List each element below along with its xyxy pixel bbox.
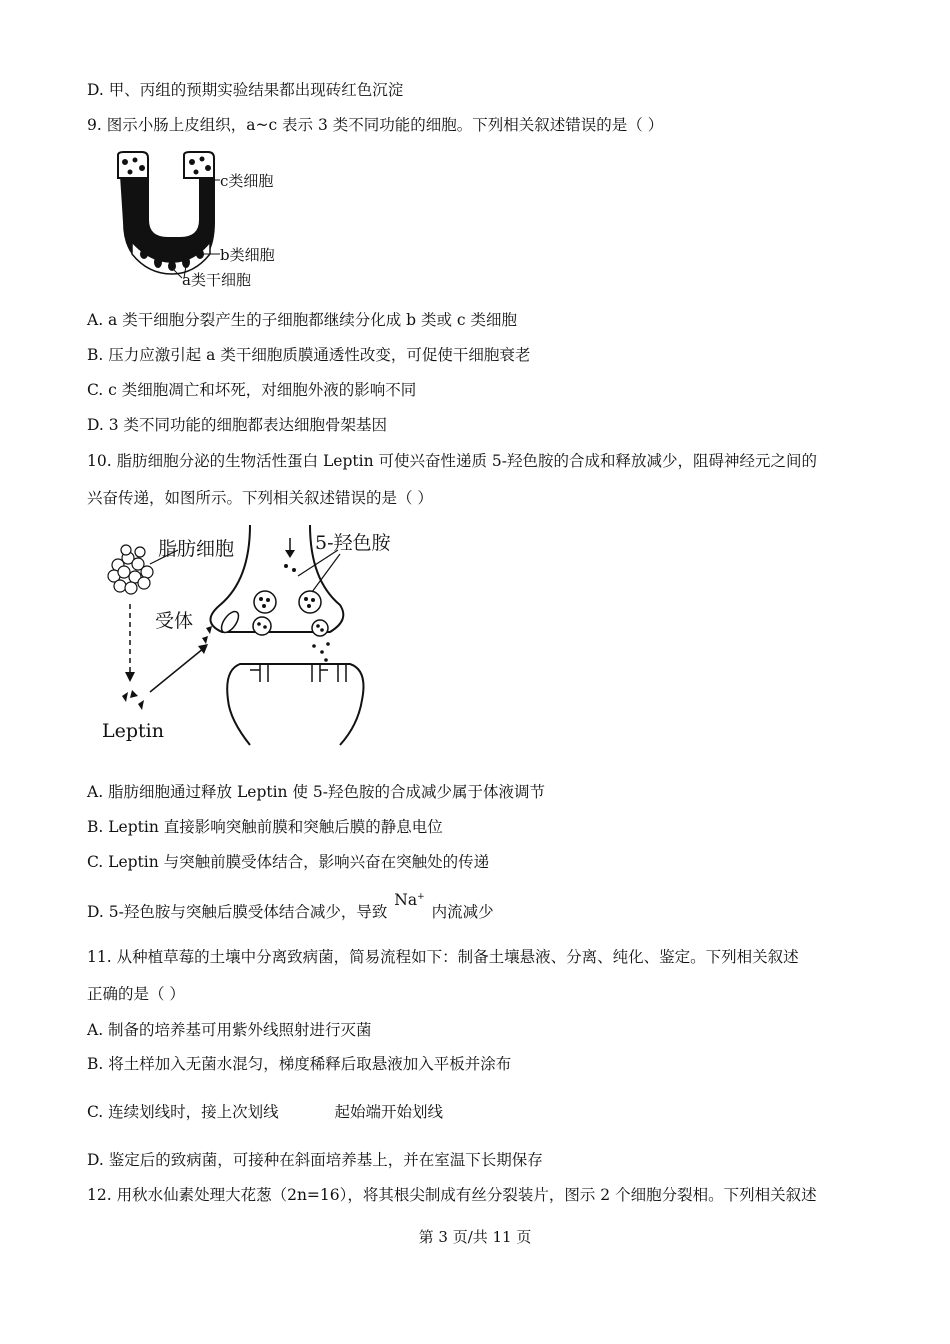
question-10-stem-2: 兴奋传递，如图所示。下列相关叙述错误的是（ ） xyxy=(87,489,433,507)
q9-option-b: B. 压力应激引起 a 类干细胞质膜通透性改变，可促使干细胞衰老 xyxy=(87,346,531,364)
q10-option-d xyxy=(87,891,494,922)
label-receptor: 受体 xyxy=(155,610,194,632)
sodium-ion xyxy=(394,891,424,909)
q11-option-a: A. 制备的培养基可用紫外线照射进行灭菌 xyxy=(87,1021,372,1039)
label-leptin: Leptin xyxy=(102,720,164,742)
figure-intestine xyxy=(110,150,310,295)
label-serotonin: 5-羟色胺 xyxy=(315,532,391,554)
label-a-stem-cells: a类干细胞 xyxy=(182,271,251,289)
figure-synapse xyxy=(100,520,430,750)
q9-option-d: D. 3 类不同功能的细胞都表达细胞骨架基因 xyxy=(87,416,388,434)
sodium-symbol: Na xyxy=(394,891,418,910)
sodium-charge: + xyxy=(417,892,425,902)
q9-option-a: A. a 类干细胞分裂产生的子细胞都继续分化成 b 类或 c 类细胞 xyxy=(87,311,518,329)
label-b-cells: b类细胞 xyxy=(220,246,275,264)
q10-option-a: A. 脂肪细胞通过释放 Leptin 使 5-羟色胺的合成减少属于体液调节 xyxy=(87,783,545,801)
q10-option-b: B. Leptin 直接影响突触前膜和突触后膜的静息电位 xyxy=(87,818,443,836)
option-d-prev: D. 甲、丙组的预期实验结果都出现砖红色沉淀 xyxy=(87,81,404,99)
page-footer: 第 3 页/共 11 页 xyxy=(418,1228,532,1246)
label-fat-cell: 脂肪细胞 xyxy=(158,538,235,560)
q10-option-c: C. Leptin 与突触前膜受体结合，影响兴奋在突触处的传递 xyxy=(87,853,490,871)
question-9-stem: 9. 图示小肠上皮组织，a~c 表示 3 类不同功能的细胞。下列相关叙述错误的是（ ） xyxy=(87,116,664,134)
question-12-stem: 12. 用秋水仙素处理大花葱（2n=16），将其根尖制成有丝分裂装片，图示 2 个细胞分裂相。下列相关叙述 xyxy=(87,1186,817,1204)
q10-d-text-pre: D. 5-羟色胺与突触后膜受体结合减少，导致 xyxy=(87,903,388,922)
label-c-cells: c类细胞 xyxy=(220,172,274,190)
q11-option-b: B. 将土样加入无菌水混匀，梯度稀释后取悬液加入平板并涂布 xyxy=(87,1055,512,1073)
q9-option-c: C. c 类细胞凋亡和坏死，对细胞外液的影响不同 xyxy=(87,381,417,399)
q10-d-text-post: 内流减少 xyxy=(431,903,494,922)
q11-option-d: D. 鉴定后的致病菌，可接种在斜面培养基上，并在室温下长期保存 xyxy=(87,1151,543,1169)
q11-c-text-post: 起始端开始划线 xyxy=(334,1103,444,1121)
question-11-stem-2: 正确的是（ ） xyxy=(87,985,185,1003)
question-11-stem-1: 11. 从种植草莓的土壤中分离致病菌，简易流程如下：制备土壤悬液、分离、纯化、鉴定。下列相关叙述 xyxy=(87,948,799,966)
question-10-stem-1: 10. 脂肪细胞分泌的生物活性蛋白 Leptin 可使兴奋性递质 5-羟色胺的合成和释放减少，阻碍神经元之间的 xyxy=(87,452,818,470)
q11-c-text-pre: C. 连续划线时，接上次划线 xyxy=(87,1103,279,1121)
q11-option-c xyxy=(87,1102,443,1122)
